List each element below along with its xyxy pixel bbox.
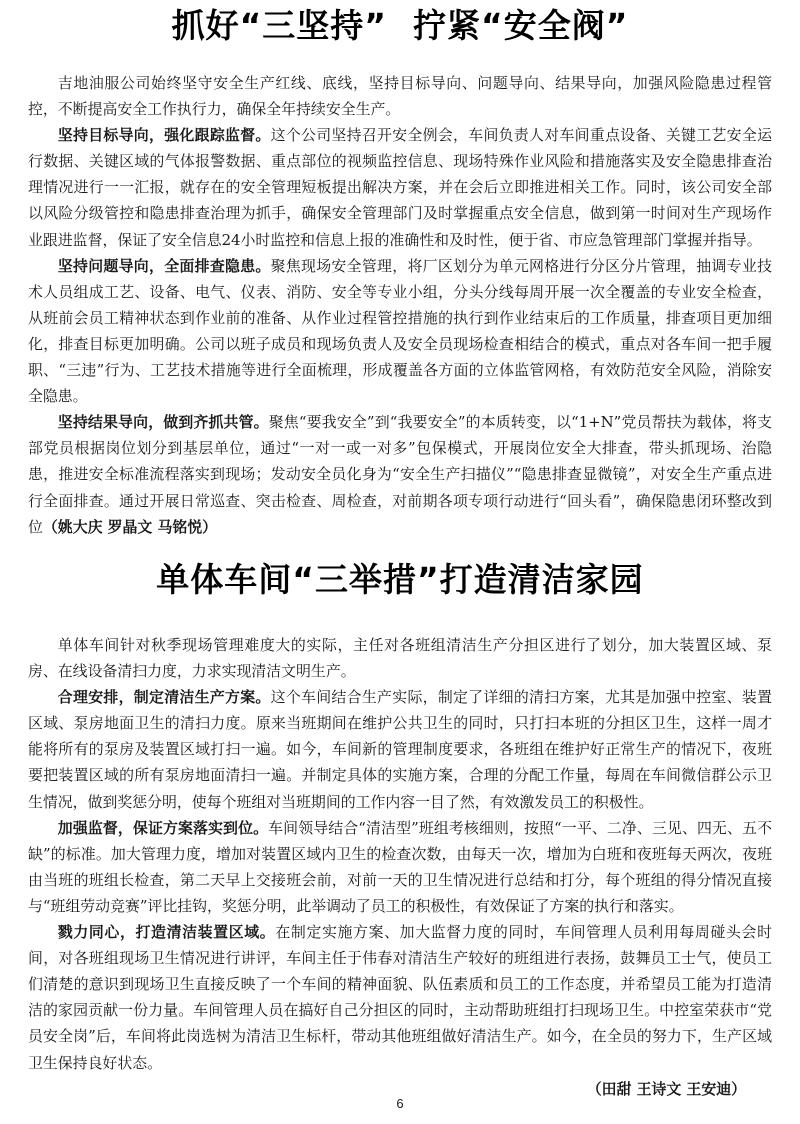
- section-lead: 坚持问题导向，全面排查隐患。: [57, 256, 271, 275]
- section-lead: 坚持目标导向，强化跟踪监督。: [57, 126, 271, 145]
- article1-title-part1: 抓好“三坚持”: [171, 6, 387, 45]
- article1-title-part2: 拧紧“安全阀”: [413, 6, 629, 45]
- article2-section: [28, 684, 772, 814]
- section-text: 在制定实施方案、加大监督力度的同时，车间管理人员利用每周碰头会时间，对各班组现场卫生情况进行讲评，车间主任于伟春对清洁生产较好的班组进行表扬，鼓舞员工士气，使员工们清楚的意识到现场卫生直接反映了一个车间的精神面貌、队伍素质和员工的工作态度，并希望员工能为打造清洁的家园贡献一份力量。车间管理人员在搞好自己分担区的同时，主动帮助班组打扫现场卫生。中控室荣获市“党员安全岗”后，车间将此岗选树为清洁卫生标杆，带动其他班组做好清洁生产。如今，在全员的努力下，生产区域卫生保持良好状态。: [28, 923, 772, 1072]
- article1-section: [28, 409, 772, 539]
- section-text: 这个车间结合生产实际，制定了详细的清扫方案，尤其是加强中控室、装置区域、泵房地面卫生的清扫力度。原来当班期间在维护公共卫生的同时，只打扫本班的分担区卫生，这样一周才能将所有的泵房及装置区域打扫一遍。如今，车间新的管理制度要求，各班组在维护好正常生产的情况下，夜班要把装置区域的所有泵房地面清扫一遍。并制定具体的实施方案，合理的分配工作量，每周在车间微信群公示卫生情况，做到奖惩分明，使每个班组对当班期间的工作内容一目了然，有效激发员工的积极性。: [28, 688, 772, 811]
- section-lead: 加强监督，保证方案落实到位。: [57, 818, 269, 837]
- article1-section: [28, 253, 772, 410]
- article2-byline: （田甜 王诗文 王安迪）: [586, 1079, 746, 1098]
- article1-byline: （姚大庆 罗晶文 马铭悦）: [42, 517, 218, 536]
- article1-intro: 吉地油服公司始终坚守安全生产红线、底线，坚持目标导向、问题导向、结果导向，加强风险隐患过程管控，不断提高安全工作执行力，确保全年持续安全生产。: [28, 74, 772, 119]
- page-number: 6: [396, 1096, 404, 1111]
- article2-title: 单体车间“三举措”打造清洁家园: [156, 560, 644, 599]
- section-text: 聚焦“要我安全”到“我要安全”的本质转变，以“1+N”党员帮扶为载体，将支部党员根据岗位划分到基层单位，通过“一对一或一对多”包保模式，开展岗位安全大排查，带头抓现场、治隐患，推进安全标准流程落实到现场；发动安全员化身为“安全生产扫描仪”“隐患排查显微镜”，对安全生产重点进行全面排查。通过开展日常巡查、突击检查、周检查，对前期各项专项行动进行“回头看”，确保隐患闭环整改到位: [28, 413, 772, 536]
- article2-body: [28, 632, 772, 1102]
- article2-section: [28, 815, 772, 919]
- article1-title: [0, 6, 800, 46]
- section-lead: 合理安排，制定清洁生产方案。: [57, 688, 271, 707]
- article1-section: [28, 122, 772, 252]
- article2-intro: 单体车间针对秋季现场管理难度大的实际，主任对各班组清洁生产分担区进行了划分，加大装置区域、泵房、在线设备清扫力度，力求实现清洁文明生产。: [28, 636, 772, 681]
- section-text: 车间领导结合“清洁型”班组考核细则，按照“一平、二净、三见、四无、五不缺”的标准。加大管理力度，增加对装置区域内卫生的检查次数，由每天一次，增加为白班和夜班每天两次，夜班由当班的班组长检查，第二天早上交接班会前，对前一天的卫生情况进行总结和打分，每个班组的得分情况直接与“班组劳动竞赛”评比挂钩，奖惩分明，此举调动了员工的积极性，有效保证了方案的执行和落实。: [28, 818, 772, 915]
- article2-section: [28, 919, 772, 1076]
- section-text: 这个公司坚持召开安全例会，车间负责人对车间重点设备、关键工艺安全运行数据、关键区域的气体报警数据、重点部位的视频监控信息、现场特殊作业风险和措施落实及安全隐患排查治理情况进行一一汇报，就存在的安全管理短板提出解决方案，并在会后立即推进相关工作。同时，该公司安全部以风险分级管控和隐患排查治理为抓手，确保安全管理部门及时掌握重点安全信息，做到第一时间对生产现场作业跟进监督，保证了安全信息24小时监控和信息上报的准确性和及时性，便于省、市应急管理部门掌握并指导。: [28, 126, 772, 249]
- section-lead: 戮力同心，打造清洁装置区域。: [57, 923, 276, 942]
- section-text: 聚焦现场安全管理，将厂区划分为单元网格进行分区分片管理，抽调专业技术人员组成工艺、设备、电气、仪表、消防、安全等专业小组，分头分线每周开展一次全覆盖的专业安全检查，从班前会员工精神状态到作业前的准备、从作业过程管控措施的执行到作业结束后的工作质量，排查项目更加细化，排查目标更加明确。公司以班子成员和现场负责人及安全员现场检查相结合的模式，重点对各车间一把手履职、“三违”行为、工艺技术措施等进行全面梳理，形成覆盖各方面的立体监管网格，有效防范安全风险，消除安全隐患。: [28, 256, 772, 406]
- article1-body: [28, 70, 772, 540]
- section-lead: 坚持结果导向，做到齐抓共管。: [57, 413, 269, 432]
